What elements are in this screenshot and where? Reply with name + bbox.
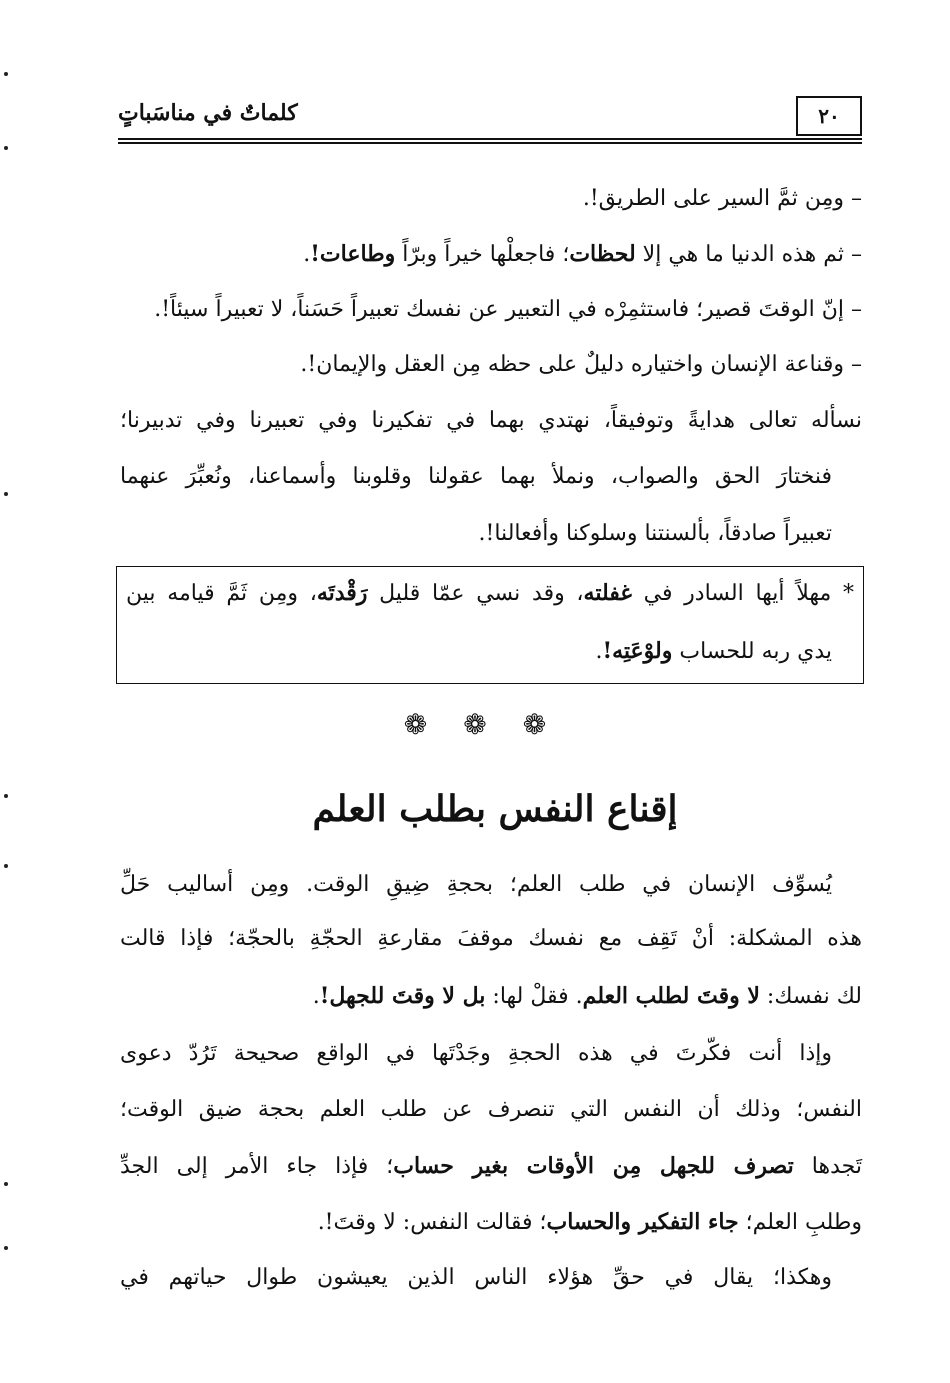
paragraph-line: تَجدها تصرف للجهل مِن الأوقات بغير حساب؛ فإذا جاء الأمر إلى الجدِّ bbox=[120, 1153, 862, 1179]
margin-speck bbox=[4, 72, 8, 76]
flower-ornament-icon: ❁ bbox=[522, 708, 547, 741]
paragraph-line: فنختارَ الحق والصواب، ونملأ بهما عقولنا وقلوبنا وأسماعنا، ونُعبِّرَ عنهما bbox=[120, 464, 832, 489]
note-line: يدي ربه للحساب ولوْعَتِه!. bbox=[595, 638, 832, 664]
bullet-line: – ثم هذه الدنيا ما هي إلا لحظات؛ فاجعلْها خيراً وبرّاً وطاعات!. bbox=[303, 241, 862, 267]
section-divider bbox=[0, 708, 950, 748]
paragraph-line: النفس؛ وذلك أن النفس التي تنصرف عن طلب العلم بحجة ضيق الوقت؛ bbox=[120, 1097, 862, 1122]
margin-speck bbox=[4, 864, 8, 868]
header-rule bbox=[118, 138, 862, 144]
paragraph-line: هذه المشكلة: أنْ تَقِف مع نفسك موقفَ مقارعةِ الحجّةِ بالحجّة؛ فإذا قالت bbox=[120, 926, 862, 951]
margin-speck bbox=[4, 1246, 8, 1250]
bullet-line: – ومِن ثمَّ السير على الطريق!. bbox=[582, 186, 862, 211]
page-number: ٢٠ bbox=[796, 96, 862, 136]
bullet-line: – وقناعة الإنسان واختياره دليلٌ على حظه مِن العقل والإيمان!. bbox=[300, 352, 862, 377]
margin-speck bbox=[4, 492, 8, 496]
running-title: كلماتٌ في مناسَباتٍ bbox=[118, 100, 298, 126]
paragraph-line: لك نفسك: لا وقتَ لطلب العلم. فقلْ لها: بل لا وقتَ للجهل!. bbox=[312, 983, 862, 1009]
note-line: * مهلاً أيها السادر في غفلته، وقد نسي عمّا قليل رَقْدتَه، ومِن ثَمَّ قيامه بين bbox=[126, 580, 854, 606]
section-title: إقناع النفس بطلب العلم bbox=[312, 788, 678, 830]
flower-ornament-icon: ❁ bbox=[403, 708, 428, 741]
paragraph-line: يُسوِّف الإنسان في طلب العلم؛ بحجةِ ضِيقِ الوقت. ومِن أساليب حَلِّ bbox=[120, 872, 832, 897]
paragraph-line: تعبيراً صادقاً، بألسنتنا وسلوكنا وأفعالنا!. bbox=[478, 521, 832, 546]
margin-speck bbox=[4, 794, 8, 798]
paragraph-line: وهكذا؛ يقال في حقِّ هؤلاء الناس الذين يعيشون طوال حياتهم في bbox=[120, 1265, 832, 1290]
margin-speck bbox=[4, 1182, 8, 1186]
page-header bbox=[118, 96, 862, 138]
paragraph-line: وطلبِ العلم؛ جاء التفكير والحساب؛ فقالت النفس: لا وقتَ!. bbox=[317, 1209, 862, 1235]
paragraph-line: وإذا أنت فكّرتَ في هذه الحجةِ وجَدْتَها في الواقع صحيحة تَرُدّ دعوى bbox=[120, 1041, 832, 1066]
bullet-line: – إنّ الوقتَ قصير؛ فاستثمِرْه في التعبير عن نفسك تعبيراً حَسَناً، لا تعبيراً سيئاً!. bbox=[154, 297, 862, 322]
flower-ornament-icon: ❁ bbox=[463, 708, 487, 741]
margin-speck bbox=[4, 146, 8, 150]
paragraph-line: نسأله تعالى هدايةً وتوفيقاً، نهتدي بهما في تفكيرنا وفي تعبيرنا وفي تدبيرنا؛ bbox=[120, 408, 862, 433]
